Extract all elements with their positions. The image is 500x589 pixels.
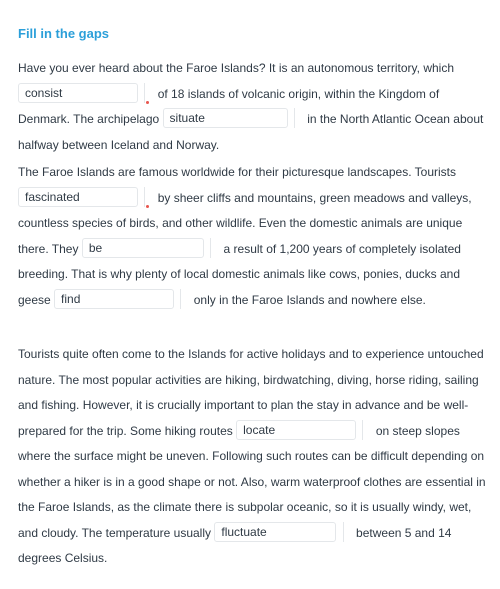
gap-input-1[interactable] [18, 83, 138, 103]
gap-marker [210, 238, 216, 258]
text-segment: a result of 1,200 years of completely isolated breeding. That is why plenty of local domestic animals like cows, ponies, ducks and geese [18, 241, 461, 307]
text-segment: in the North Atlantic Ocean about halfway between Iceland and Norway. [18, 112, 484, 152]
text-segment: by sheer cliffs and mountains, green meadows and valleys, countless species of birds, and other wildlife. Even the domestic animals are unique there. They [18, 190, 472, 256]
gap-input-3[interactable] [18, 187, 138, 207]
paragraph-2 [18, 160, 486, 313]
gap-marker [343, 522, 349, 542]
gap-input-7[interactable] [214, 522, 336, 542]
text-segment: The Faroe Islands are famous worldwide for their picturesque landscapes. Tourists [18, 165, 456, 179]
text-segment: Have you ever heard about the Faroe Islands? It is an autonomous territory, which [18, 61, 455, 75]
paragraph-3 [18, 342, 486, 572]
text-segment: only in the Faroe Islands and nowhere else. [193, 292, 426, 307]
gap-input-5[interactable] [54, 289, 174, 309]
gap-marker [294, 108, 300, 128]
gap-marker [180, 289, 186, 309]
text-segment: Tourists quite often come to the Islands for active holidays and to experience untouched nature. The most popular activities are hiking, birdwatching, diving, horse riding, sailing and fishing. However, it is crucially important to plan the stay in advance and be well-prepared for the trip. Some hiking routes [18, 347, 484, 438]
text-segment: of 18 islands of volcanic origin, within the Kingdom of Denmark. The archipelago [18, 86, 440, 126]
gap-input-4[interactable] [82, 238, 204, 258]
error-marker [144, 83, 150, 103]
paragraph-1 [18, 56, 486, 158]
gap-input-6[interactable] [236, 420, 356, 440]
page-title: Fill in the gaps [18, 26, 110, 41]
gap-marker [362, 420, 368, 440]
text-segment: between 5 and 14 degrees Celsius. [18, 525, 452, 565]
text-segment: on steep slopes where the surface might be uneven. Following such routes can be difficult depending on whether a hiker is in a good shape or not. Also, warm waterproof clothes are essential in the Faroe Islands, as the climate there is subpolar oceanic, so it is usually windy, wet, and cloudy. The temperature usually [18, 423, 486, 540]
gap-input-2[interactable] [163, 108, 288, 128]
error-marker [144, 187, 150, 207]
